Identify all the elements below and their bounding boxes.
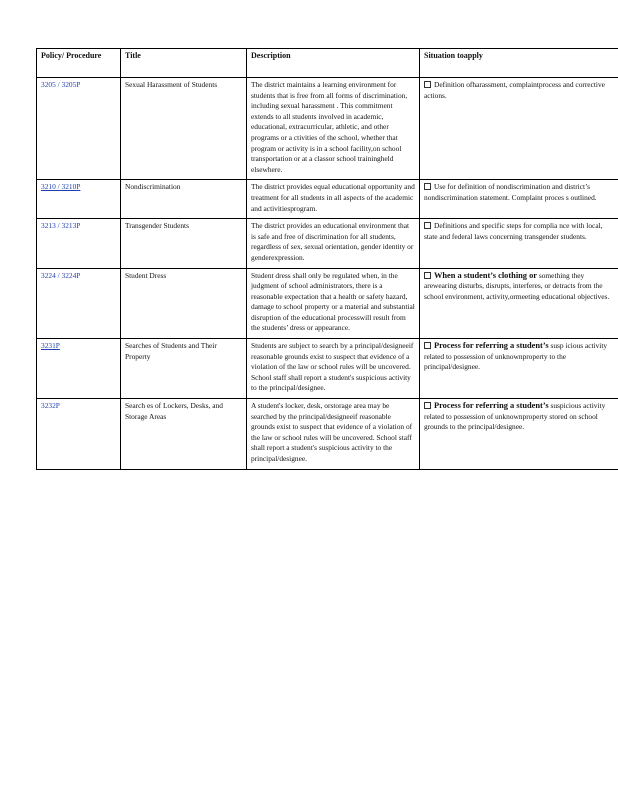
situation-text: susp icious activity related to possession of unknownproperty to the principal/designee. xyxy=(424,341,608,372)
situation-lead: Process for referring a student’s xyxy=(434,341,549,351)
policy-cell xyxy=(37,219,121,268)
policy-cell xyxy=(37,268,121,339)
situation-text: Definitions and specific steps for complia nce with local, state and federal laws concerning transgender students. xyxy=(424,221,603,241)
situation-text: suspicious activity related to possession of unknownproperty stored on school grounds to the principal/designee. xyxy=(424,401,606,432)
situation-lead: Process for referring a student’s xyxy=(434,401,549,411)
situation-text: Definition ofharassment, complaintprocess and corrective actions. xyxy=(424,80,605,100)
policy-description: The district provides an educational environment that is safe and free of discrimination for all students, regardless of sex, sexual orientation, gender identity or genderexpression. xyxy=(247,219,420,268)
header-row xyxy=(37,49,618,78)
bullet-box-icon xyxy=(424,272,431,279)
table-row xyxy=(37,339,618,399)
situation-lead: When a student’s clothing or xyxy=(434,270,537,280)
situation-text: something they arewearing disturbs, disrupts, interferes, or detracts from the school environment, activity,ormeeting educational objectives. xyxy=(424,270,610,301)
situation-text: Use for definition of nondiscrimination and district’s nondiscrimination statement. Complaint proces s outlined. xyxy=(424,182,597,202)
bullet-box-icon xyxy=(424,222,431,229)
policy-title: Sexual Harassment of Students xyxy=(121,78,247,180)
policy-cell xyxy=(37,339,121,399)
header-policy: Policy/ Procedure xyxy=(37,49,121,78)
policy-title: Search es of Lockers, Desks, and Storage Areas xyxy=(121,399,247,470)
situation-cell xyxy=(420,78,618,180)
bullet-box-icon xyxy=(424,402,431,409)
table-row xyxy=(37,219,618,268)
policy-description: The district provides equal educational opportunity and treatment for all students in all aspects of the academic and activitiesprogram. xyxy=(247,180,420,219)
policy-title: Transgender Students xyxy=(121,219,247,268)
bullet-box-icon xyxy=(424,342,431,349)
policy-description: A student's locker, desk, orstorage area may be searched by the principal/designeeif reasonable grounds exist to suspect that evidence of a violation of the law or school rules will be uncovered. School staff shall report a student's suspicious activity to the principal/designee. xyxy=(247,399,420,470)
table-row xyxy=(37,268,618,339)
policy-number-link[interactable]: 3205 / 3205P xyxy=(41,80,81,89)
situation-cell xyxy=(420,180,618,219)
policy-number-link[interactable]: 3210 / 3210P xyxy=(41,182,81,192)
table-row xyxy=(37,180,618,219)
policy-title: Searches of Students and Their Property xyxy=(121,339,247,399)
policy-description: Student dress shall only be regulated when, in the judgment of school administrators, there is a reasonable expectation that a health or safety hazard, damage to school property or a material and substantial disruption of the educational processwill result from the students’ dress or appearance. xyxy=(247,268,420,339)
header-title: Title xyxy=(121,49,247,78)
bullet-box-icon xyxy=(424,183,431,190)
policy-cell xyxy=(37,180,121,219)
situation-cell xyxy=(420,268,618,339)
policy-title: Student Dress xyxy=(121,268,247,339)
policy-number-link[interactable]: 3232P xyxy=(41,401,60,411)
situation-cell xyxy=(420,399,618,470)
policy-description: The district maintains a learning environment for students that is free from all forms of discrimination, including sexual harassment . This commitment extends to all students involved in academic, educational, extracurricular, athletic, and other programs or a ctivities of the school, whether that program or activity is in a school facility,on school transportation or at a classor school trainingheld elsewhere. xyxy=(247,78,420,180)
policy-number-link[interactable]: 3213 / 3213P xyxy=(41,221,81,231)
header-description: Description xyxy=(247,49,420,78)
table-row xyxy=(37,78,618,180)
table-row xyxy=(37,399,618,470)
situation-cell xyxy=(420,339,618,399)
policy-cell xyxy=(37,399,121,470)
situation-cell xyxy=(420,219,618,268)
policy-description: Students are subject to search by a principal/designeeif reasonable grounds exist to suspect that evidence of a violation of the law or school rules will be uncovered. School staff shall report a student's suspicious activity to the principal/designee. xyxy=(247,339,420,399)
header-situation: Situation toapply xyxy=(420,49,618,78)
policy-cell xyxy=(37,78,121,180)
bullet-box-icon xyxy=(424,81,431,88)
policy-title: Nondiscrimination xyxy=(121,180,247,219)
policy-number-link[interactable]: 3231P xyxy=(41,341,60,351)
policy-table xyxy=(36,48,618,470)
policy-number-link[interactable]: 3224 / 3224P xyxy=(41,270,81,280)
